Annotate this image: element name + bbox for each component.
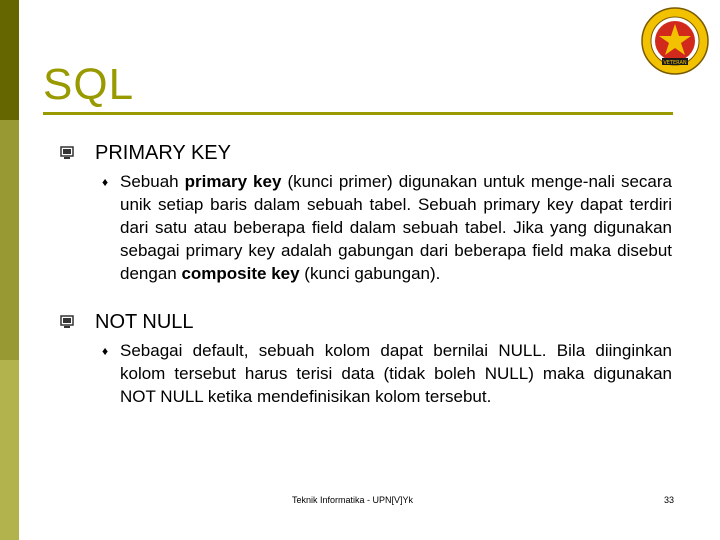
sidebar-dark-segment (0, 0, 19, 120)
section-heading-not-null: NOT NULL (95, 311, 194, 333)
paragraph-not-null: Sebagai default, sebuah kolom dapat bernilai NULL. Bila diinginkan kolom tersebut harus terisi data (tidak boleh NULL) maka digunakan NOT NULL ketika mendefinisikan kolom tersebut. (120, 341, 672, 406)
paragraph-primary-key: Sebuah primary key (kunci primer) digunakan untuk menge-nali secara unik setiap baris dalam sebuah tabel. Sebuah primary key dapat terdiri dari satu atau beberapa field dalam sebuah tabel. Jika yang digunakan sebagai primary key adalah gabungan dari beberapa field maka disebut dengan composite key (kunci gabungan). (120, 172, 672, 283)
diamond-bullet-icon: ♦ (102, 175, 109, 189)
monitor-bullet-icon (60, 146, 74, 163)
sidebar-mid-segment (0, 120, 19, 360)
diamond-bullet-icon: ♦ (102, 344, 109, 358)
sidebar-accent-bar (0, 0, 19, 540)
title-underline (43, 112, 673, 115)
sidebar-light-segment (0, 360, 19, 540)
page-number: 33 (664, 495, 675, 505)
monitor-bullet-icon (60, 315, 74, 332)
section-heading-primary-key: PRIMARY KEY (95, 142, 231, 164)
footer-text: Teknik Informatika - UPN[V]Yk (292, 495, 414, 505)
university-seal-icon (640, 6, 710, 76)
svg-text:VETERAN: VETERAN (663, 60, 687, 66)
slide-title: SQL (43, 60, 135, 109)
